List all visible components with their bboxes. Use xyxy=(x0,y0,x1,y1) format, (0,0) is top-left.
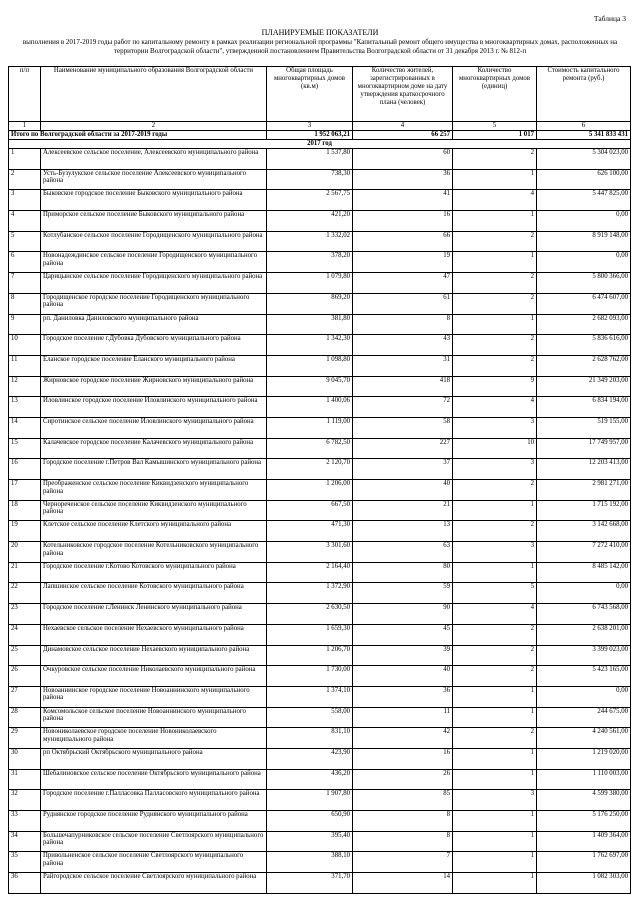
municipality-name: Райгородское сельское поселение Светлоярского муниципального района xyxy=(41,873,267,894)
cost-value: 1 082 303,00 xyxy=(537,873,631,894)
row-number: 27 xyxy=(9,686,41,707)
table-number-label: Таблица 3 xyxy=(593,14,626,23)
column-number: 4 xyxy=(353,122,453,131)
houses-value: 2 xyxy=(453,624,537,645)
houses-value: 1 xyxy=(453,707,537,728)
area-value: 1 098,80 xyxy=(267,355,353,376)
column-number: 1 xyxy=(9,122,41,131)
cost-value: 5 800 366,00 xyxy=(537,273,631,294)
residents-value: 31 xyxy=(353,355,453,376)
table-row xyxy=(9,417,631,438)
residents-value: 13 xyxy=(353,521,453,542)
area-value: 1 206,00 xyxy=(267,480,353,501)
houses-value: 9 xyxy=(453,376,537,397)
area-value: 667,50 xyxy=(267,500,353,521)
area-value: 2 164,40 xyxy=(267,562,353,583)
residents-value: 26 xyxy=(353,769,453,790)
houses-value: 2 xyxy=(453,335,537,356)
area-value: 1 730,00 xyxy=(267,666,353,687)
table-row xyxy=(9,748,631,769)
table-row xyxy=(9,231,631,252)
row-number: 36 xyxy=(9,873,41,894)
table-row xyxy=(9,190,631,211)
houses-value: 1 xyxy=(453,314,537,335)
houses-value: 1 xyxy=(453,748,537,769)
residents-value: 47 xyxy=(353,273,453,294)
municipality-name: Руднянское городское поселение Руднянского муниципального района xyxy=(41,811,267,832)
cost-value: 2 981 271,00 xyxy=(537,480,631,501)
area-value: 388,10 xyxy=(267,852,353,873)
municipality-name: Привольненское сельское поселение Светлоярского муниципального района xyxy=(41,852,267,873)
column-number: 6 xyxy=(537,122,631,131)
area-value: 869,20 xyxy=(267,293,353,314)
table-row xyxy=(9,252,631,273)
cost-value: 244 675,00 xyxy=(537,707,631,728)
area-value: 650,90 xyxy=(267,811,353,832)
residents-value: 16 xyxy=(353,211,453,232)
row-number: 17 xyxy=(9,480,41,501)
table-row xyxy=(9,438,631,459)
municipality-name: Иловлинское городское поселение Иловлинского муниципального района xyxy=(41,397,267,418)
area-value: 1 907,80 xyxy=(267,790,353,811)
residents-value: 85 xyxy=(353,790,453,811)
houses-value: 1 xyxy=(453,252,537,273)
residents-value: 8 xyxy=(353,811,453,832)
houses-value: 3 xyxy=(453,542,537,563)
row-number: 13 xyxy=(9,397,41,418)
total-row xyxy=(9,131,631,140)
municipality-name: Динамовское сельское поселение Нехаевского муниципального района xyxy=(41,645,267,666)
municipality-name: Алексеевское сельское поселение, Алексеевского муниципального района xyxy=(41,149,267,170)
area-value: 1 119,00 xyxy=(267,417,353,438)
houses-value: 1 xyxy=(453,811,537,832)
houses-value: 4 xyxy=(453,397,537,418)
table-row xyxy=(9,790,631,811)
municipality-name: Городское поселение г.Котово Котовского муниципального района xyxy=(41,562,267,583)
residents-value: 59 xyxy=(353,583,453,604)
residents-value: 39 xyxy=(353,645,453,666)
area-value: 1 079,80 xyxy=(267,273,353,294)
cost-value: 0,00 xyxy=(537,211,631,232)
area-value: 2 120,70 xyxy=(267,459,353,480)
cost-value: 1 110 003,00 xyxy=(537,769,631,790)
document-title: ПЛАНИРУЕМЫЕ ПОКАЗАТЕЛИ xyxy=(261,28,379,37)
table-row xyxy=(9,542,631,563)
table-row xyxy=(9,521,631,542)
cost-value: 21 349 203,00 xyxy=(537,376,631,397)
residents-value: 227 xyxy=(353,438,453,459)
houses-value: 2 xyxy=(453,666,537,687)
residents-value: 418 xyxy=(353,376,453,397)
row-number: 2 xyxy=(9,169,41,190)
area-value: 436,20 xyxy=(267,769,353,790)
houses-value: 2 xyxy=(453,231,537,252)
table-row xyxy=(9,293,631,314)
table-row xyxy=(9,355,631,376)
area-value: 1 400,06 xyxy=(267,397,353,418)
cost-value: 0,00 xyxy=(537,686,631,707)
houses-value: 10 xyxy=(453,438,537,459)
residents-value: 19 xyxy=(353,252,453,273)
row-number: 25 xyxy=(9,645,41,666)
municipality-name: Клетское сельское поселение Клетского муниципального района xyxy=(41,521,267,542)
area-value: 1 342,30 xyxy=(267,335,353,356)
residents-value: 42 xyxy=(353,728,453,749)
row-number: 20 xyxy=(9,542,41,563)
row-number: 12 xyxy=(9,376,41,397)
cost-value: 12 203 413,00 xyxy=(537,459,631,480)
row-number: 19 xyxy=(9,521,41,542)
cost-value: 2 628 762,00 xyxy=(537,355,631,376)
row-number: 10 xyxy=(9,335,41,356)
residents-value: 80 xyxy=(353,562,453,583)
cost-value: 2 682 093,00 xyxy=(537,314,631,335)
header-cell: п/п xyxy=(9,67,41,122)
houses-value: 1 xyxy=(453,211,537,232)
municipality-name: Котельниковское городское поселение Котельниковского муниципального района xyxy=(41,542,267,563)
cost-value: 5 447 825,00 xyxy=(537,190,631,211)
area-value: 3 301,60 xyxy=(267,542,353,563)
row-number: 5 xyxy=(9,231,41,252)
cost-value: 8 485 142,00 xyxy=(537,562,631,583)
cost-value: 2 638 201,00 xyxy=(537,624,631,645)
residents-value: 16 xyxy=(353,748,453,769)
table-row xyxy=(9,852,631,873)
row-number: 9 xyxy=(9,314,41,335)
municipality-name: Нехаевское сельское поселение Нехаевского муниципального района xyxy=(41,624,267,645)
residents-value: 37 xyxy=(353,459,453,480)
residents-value: 11 xyxy=(353,707,453,728)
cost-value: 7 272 410,00 xyxy=(537,542,631,563)
residents-value: 66 xyxy=(353,231,453,252)
row-number: 22 xyxy=(9,583,41,604)
cost-value: 1 762 697,00 xyxy=(537,852,631,873)
table-row xyxy=(9,811,631,832)
area-value: 1 537,80 xyxy=(267,149,353,170)
residents-value: 60 xyxy=(353,149,453,170)
municipality-name: Лапшинское сельское поселение Котовского муниципального района xyxy=(41,583,267,604)
houses-value: 2 xyxy=(453,728,537,749)
row-number: 30 xyxy=(9,748,41,769)
residents-value: 14 xyxy=(353,873,453,894)
municipality-name: Комсомольское сельское поселение Новоаннинского муниципального района xyxy=(41,707,267,728)
cost-value: 0,00 xyxy=(537,583,631,604)
indicators-table xyxy=(8,66,631,894)
residents-value: 45 xyxy=(353,624,453,645)
header-cell: Стоимость капитального ремонта (руб.) xyxy=(537,67,631,122)
houses-value: 1 xyxy=(453,562,537,583)
table-row xyxy=(9,211,631,232)
municipality-name: Усть-Бузулукское сельское поселение Алексеевского муниципального района xyxy=(41,169,267,190)
area-value: 9 045,70 xyxy=(267,376,353,397)
municipality-name: Жирновское городское поселение Жирновского муниципального района xyxy=(41,376,267,397)
residents-value: 36 xyxy=(353,686,453,707)
table-row xyxy=(9,169,631,190)
houses-value: 2 xyxy=(453,149,537,170)
table-row xyxy=(9,873,631,894)
municipality-name: Большечапурниковское сельское поселение Светлоярского муниципального района xyxy=(41,831,267,852)
area-value: 378,20 xyxy=(267,252,353,273)
houses-value: 1 xyxy=(453,686,537,707)
residents-value: 7 xyxy=(353,852,453,873)
municipality-name: Котлубанское сельское поселение Городищенского муниципального района xyxy=(41,231,267,252)
area-value: 1 206,70 xyxy=(267,645,353,666)
area-value: 421,20 xyxy=(267,211,353,232)
year-label: 2017 год xyxy=(9,140,631,149)
row-number: 24 xyxy=(9,624,41,645)
residents-value: 21 xyxy=(353,500,453,521)
cost-value: 5 836 616,00 xyxy=(537,335,631,356)
area-value: 1 372,90 xyxy=(267,583,353,604)
header-row xyxy=(9,67,631,122)
cost-value: 6 743 568,00 xyxy=(537,604,631,625)
table-row xyxy=(9,624,631,645)
cost-value: 6 474 607,00 xyxy=(537,293,631,314)
residents-value: 8 xyxy=(353,314,453,335)
row-number: 3 xyxy=(9,190,41,211)
municipality-name: Городское поселение г.Дубовка Дубовского муниципального района xyxy=(41,335,267,356)
cost-value: 5 176 250,00 xyxy=(537,811,631,832)
area-value: 2 567,75 xyxy=(267,190,353,211)
residents-value: 43 xyxy=(353,335,453,356)
row-number: 11 xyxy=(9,355,41,376)
municipality-name: Городищенское городское поселение Городищенского муниципального района xyxy=(41,293,267,314)
houses-value: 1 xyxy=(453,769,537,790)
houses-value: 5 xyxy=(453,583,537,604)
cost-value: 3 142 668,00 xyxy=(537,521,631,542)
row-number: 29 xyxy=(9,728,41,749)
houses-value: 1 xyxy=(453,831,537,852)
row-number: 28 xyxy=(9,707,41,728)
municipality-name: Царицынское сельское поселение Городищенского муниципального района xyxy=(41,273,267,294)
houses-value: 2 xyxy=(453,645,537,666)
area-value: 1 374,10 xyxy=(267,686,353,707)
houses-value: 2 xyxy=(453,293,537,314)
row-number: 34 xyxy=(9,831,41,852)
table-row xyxy=(9,604,631,625)
cost-value: 5 304 023,00 xyxy=(537,149,631,170)
header-cell: Количество жителей, зарегистрированных в многоквартирном доме на дату утверждения краткосрочного плана (человек) xyxy=(353,67,453,122)
table-row xyxy=(9,562,631,583)
houses-value: 1 xyxy=(453,852,537,873)
residents-value: 72 xyxy=(353,397,453,418)
total-area: 1 952 063,21 xyxy=(267,131,353,140)
table-row xyxy=(9,335,631,356)
cost-value: 626 100,00 xyxy=(537,169,631,190)
row-number: 14 xyxy=(9,417,41,438)
area-value: 6 782,50 xyxy=(267,438,353,459)
row-number: 18 xyxy=(9,500,41,521)
year-row xyxy=(9,140,631,149)
houses-value: 2 xyxy=(453,355,537,376)
header-cell: Общая площадь многоквартирных домов (кв.м) xyxy=(267,67,353,122)
row-number: 16 xyxy=(9,459,41,480)
area-value: 1 659,30 xyxy=(267,624,353,645)
table-row xyxy=(9,376,631,397)
houses-value: 1 xyxy=(453,873,537,894)
row-number: 33 xyxy=(9,811,41,832)
total-cost: 5 341 833 431 xyxy=(537,131,631,140)
header-cell: Наименование муниципального образования Волгоградской области xyxy=(41,67,267,122)
cost-value: 8 919 148,00 xyxy=(537,231,631,252)
area-value: 2 630,50 xyxy=(267,604,353,625)
table-row xyxy=(9,686,631,707)
row-number: 1 xyxy=(9,149,41,170)
area-value: 1 332,02 xyxy=(267,231,353,252)
header-cell: Количество многоквартирных домов (единиц) xyxy=(453,67,537,122)
total-residents: 66 257 xyxy=(353,131,453,140)
residents-value: 8 xyxy=(353,831,453,852)
residents-value: 40 xyxy=(353,480,453,501)
table-row xyxy=(9,645,631,666)
table-row xyxy=(9,459,631,480)
table-row xyxy=(9,666,631,687)
municipality-name: Еланское городское поселение Еланского муниципального района xyxy=(41,355,267,376)
table-row xyxy=(9,149,631,170)
area-value: 371,70 xyxy=(267,873,353,894)
table-row xyxy=(9,728,631,749)
municipality-name: рп. Даниловка Даниловского муниципального района xyxy=(41,314,267,335)
residents-value: 41 xyxy=(353,190,453,211)
houses-value: 1 xyxy=(453,169,537,190)
municipality-name: Новоаннинское городское поселение Новоаннинского муниципального района xyxy=(41,686,267,707)
cost-value: 17 749 957,00 xyxy=(537,438,631,459)
municipality-name: Городское поселение г.Палласовка Палласовского муниципального района xyxy=(41,790,267,811)
houses-value: 4 xyxy=(453,604,537,625)
houses-value: 2 xyxy=(453,521,537,542)
cost-value: 6 834 194,00 xyxy=(537,397,631,418)
municipality-name: Чернореченское сельское поселение Киквидзенского муниципального района xyxy=(41,500,267,521)
houses-value: 3 xyxy=(453,417,537,438)
residents-value: 63 xyxy=(353,542,453,563)
houses-value: 4 xyxy=(453,190,537,211)
row-number: 21 xyxy=(9,562,41,583)
cost-value: 1 219 020,00 xyxy=(537,748,631,769)
row-number: 6 xyxy=(9,252,41,273)
houses-value: 1 xyxy=(453,500,537,521)
table-row xyxy=(9,707,631,728)
residents-value: 36 xyxy=(353,169,453,190)
residents-value: 40 xyxy=(353,666,453,687)
houses-value: 3 xyxy=(453,790,537,811)
area-value: 381,80 xyxy=(267,314,353,335)
residents-value: 61 xyxy=(353,293,453,314)
area-value: 738,30 xyxy=(267,169,353,190)
municipality-name: Новонадеждинское сельское поселение Городищенского муниципального района xyxy=(41,252,267,273)
table-row xyxy=(9,769,631,790)
municipality-name: Городское поселение г.Петров Вал Камышинского муниципального района xyxy=(41,459,267,480)
cost-value: 1 409 364,00 xyxy=(537,831,631,852)
municipality-name: рп Октябрьский Октябрьского муниципального района xyxy=(41,748,267,769)
row-number: 4 xyxy=(9,211,41,232)
cost-value: 1 715 192,00 xyxy=(537,500,631,521)
municipality-name: Калачевское городское поселение Калачевского муниципального района xyxy=(41,438,267,459)
total-houses: 1 017 xyxy=(453,131,537,140)
row-number: 7 xyxy=(9,273,41,294)
municipality-name: Приморское сельское поселение Быковского муниципального района xyxy=(41,211,267,232)
table-row xyxy=(9,583,631,604)
row-number: 32 xyxy=(9,790,41,811)
table-row xyxy=(9,480,631,501)
row-number: 35 xyxy=(9,852,41,873)
table-row xyxy=(9,500,631,521)
row-number: 23 xyxy=(9,604,41,625)
column-number: 5 xyxy=(453,122,537,131)
municipality-name: Городское поселение г.Ленинск Ленинского муниципального района xyxy=(41,604,267,625)
area-value: 471,30 xyxy=(267,521,353,542)
residents-value: 58 xyxy=(353,417,453,438)
area-value: 395,40 xyxy=(267,831,353,852)
document-subtitle: выполнения в 2017-2019 годы работ по капитальному ремонту в рамках реализации региональной программы "Капитальный ремонт общего имущества в многоквартирных домах, расположенных на территории Волгоградской области", утвержденной постановлением Правительства Волгоградской области от 31 декабря 2013 г. № 812-п xyxy=(22,38,618,55)
cost-value: 4 599 380,00 xyxy=(537,790,631,811)
row-number: 15 xyxy=(9,438,41,459)
area-value: 831,10 xyxy=(267,728,353,749)
table-row xyxy=(9,273,631,294)
municipality-name: Быковское городское поселение Быковского муниципального района xyxy=(41,190,267,211)
total-label: Итого по Волгоградской области за 2017-2019 годы xyxy=(9,131,267,140)
municipality-name: Преображенское сельское поселение Киквидзенского муниципального района xyxy=(41,480,267,501)
houses-value: 2 xyxy=(453,273,537,294)
municipality-name: Новониколаевское городское поселение Новониколаевского муниципального района xyxy=(41,728,267,749)
cost-value: 519 155,00 xyxy=(537,417,631,438)
row-number: 26 xyxy=(9,666,41,687)
column-number: 2 xyxy=(41,122,267,131)
cost-value: 0,00 xyxy=(537,252,631,273)
municipality-name: Шебалиновское сельское поселение Октябрьского муниципального района xyxy=(41,769,267,790)
residents-value: 90 xyxy=(353,604,453,625)
area-value: 423,90 xyxy=(267,748,353,769)
column-number: 3 xyxy=(267,122,353,131)
row-number: 31 xyxy=(9,769,41,790)
area-value: 558,00 xyxy=(267,707,353,728)
table-row xyxy=(9,314,631,335)
cost-value: 3 399 023,00 xyxy=(537,645,631,666)
cost-value: 4 240 561,00 xyxy=(537,728,631,749)
table-row xyxy=(9,831,631,852)
row-number: 8 xyxy=(9,293,41,314)
municipality-name: Сиротинское сельское поселение Иловлинского муниципального района xyxy=(41,417,267,438)
cost-value: 5 423 165,00 xyxy=(537,666,631,687)
houses-value: 2 xyxy=(453,480,537,501)
column-number-row xyxy=(9,122,631,131)
table-row xyxy=(9,397,631,418)
municipality-name: Очкуровское сельское поселение Николаевского муниципального района xyxy=(41,666,267,687)
houses-value: 3 xyxy=(453,459,537,480)
